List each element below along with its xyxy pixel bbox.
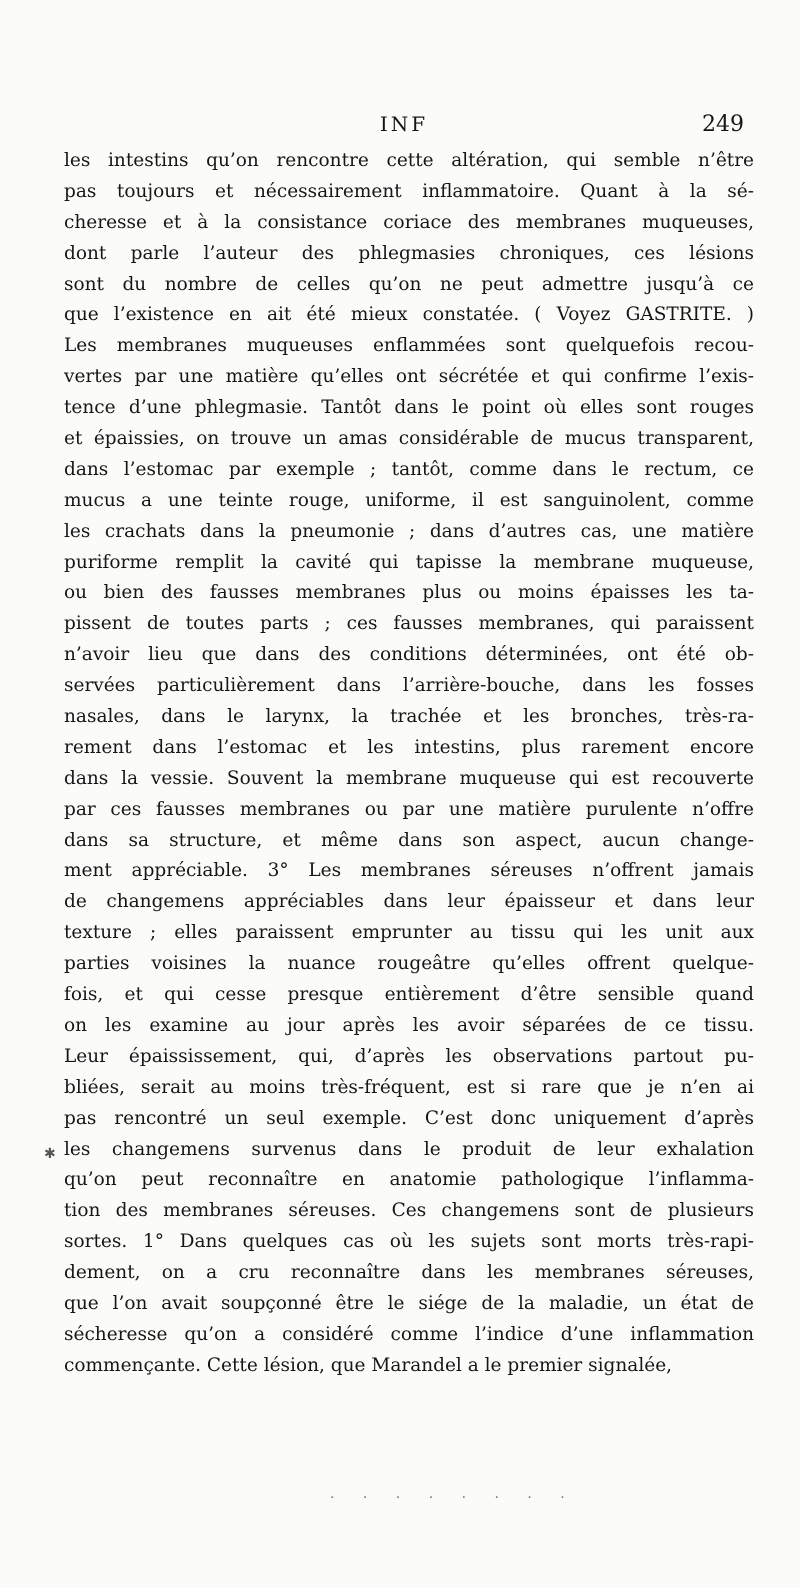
text-line: sortes. 1° Dans quelques cas où les sujets sont morts très-rapi- bbox=[64, 1231, 754, 1253]
text-line: dement, on a cru reconnaître dans les membranes séreuses, bbox=[64, 1262, 754, 1284]
running-head bbox=[64, 112, 744, 144]
text-line: servées particulièrement dans l’arrière-bouche, dans les fosses bbox=[64, 675, 754, 697]
page-number: 249 bbox=[702, 112, 744, 137]
text-line: commençante. Cette lésion, que Marandel a le premier signalée, bbox=[64, 1354, 673, 1376]
text-line: parties voisines la nuance rougeâtre qu’elles offrent quelque- bbox=[64, 953, 754, 975]
text-line: pas rencontré un seul exemple. C’est donc uniquement d’après bbox=[64, 1107, 754, 1129]
text-line: par ces fausses membranes ou par une matière purulente n’offre bbox=[64, 798, 754, 820]
text-line: sont du nombre de celles qu’on ne peut admettre jusqu’à ce bbox=[64, 273, 754, 295]
text-line: de changemens appréciables dans leur épaisseur et dans leur bbox=[64, 891, 754, 913]
text-line: dont parle l’auteur des phlegmasies chroniques, ces lésions bbox=[64, 242, 754, 264]
running-title: INF bbox=[379, 112, 429, 136]
text-line: qu’on peut reconnaître en anatomie pathologique l’inflamma- bbox=[64, 1169, 754, 1191]
text-line: vertes par une matière qu’elles ont sécrétée et qui confirme l’exis- bbox=[64, 366, 754, 388]
text-line: pissent de toutes parts ; ces fausses membranes, qui paraissent bbox=[64, 613, 754, 635]
text-line: les crachats dans la pneumonie ; dans d’autres cas, une matière bbox=[64, 520, 754, 542]
text-line: que l’existence en ait été mieux constatée. ( Voyez GASTRITE. ) bbox=[64, 304, 754, 326]
text-line: texture ; elles paraissent emprunter au tissu qui les unit aux bbox=[64, 922, 754, 944]
text-line: dans l’estomac par exemple ; tantôt, comme dans le rectum, ce bbox=[64, 458, 754, 480]
text-line: dans sa structure, et même dans son aspect, aucun change- bbox=[64, 829, 754, 851]
text-line: Leur épaississement, qui, d’après les observations partout pu- bbox=[64, 1045, 754, 1067]
text-line: n’avoir lieu que dans des conditions déterminées, ont été ob- bbox=[64, 644, 754, 666]
text-line: cheresse et à la consistance coriace des membranes muqueuses, bbox=[64, 211, 754, 233]
text-line: ou bien des fausses membranes plus ou moins épaisses les ta- bbox=[64, 582, 754, 604]
text-line: pas toujours et nécessairement inflammatoire. Quant à la sé- bbox=[64, 180, 754, 202]
text-line: puriforme remplit la cavité qui tapisse la membrane muqueuse, bbox=[64, 551, 754, 573]
text-line: tion des membranes séreuses. Ces changemens sont de plusieurs bbox=[64, 1200, 754, 1222]
text-line: on les examine au jour après les avoir séparées de ce tissu. bbox=[64, 1014, 754, 1036]
text-line: mucus a une teinte rouge, uniforme, il est sanguinolent, comme bbox=[64, 489, 754, 511]
text-line: dans la vessie. Souvent la membrane muqueuse qui est recouverte bbox=[64, 767, 754, 789]
text-line: les changemens survenus dans le produit de leur exhalation bbox=[64, 1138, 754, 1160]
text-line: tence d’une phlegmasie. Tantôt dans le point où elles sont rouges bbox=[64, 397, 754, 419]
text-line: rement dans l’estomac et les intestins, plus rarement encore bbox=[64, 736, 754, 758]
print-speck: ✱ bbox=[44, 1146, 56, 1162]
text-line: Les membranes muqueuses enflammées sont quelquefois recou- bbox=[64, 335, 754, 357]
text-line: les intestins qu’on rencontre cette altération, qui semble n’être bbox=[64, 150, 754, 171]
text-line: fois, et qui cesse presque entièrement d’être sensible quand bbox=[64, 984, 754, 1006]
body-text bbox=[64, 146, 754, 1382]
text-line: ment appréciable. 3° Les membranes séreuses n’offrent jamais bbox=[64, 860, 754, 882]
text-line: sécheresse qu’on a considéré comme l’indice d’une inflammation bbox=[64, 1323, 754, 1345]
bottom-specks: · · · · · · · · bbox=[330, 1490, 577, 1506]
text-line: et épaissies, on trouve un amas considérable de mucus transparent, bbox=[64, 428, 754, 450]
text-line: bliées, serait au moins très-fréquent, est si rare que je n’en ai bbox=[64, 1076, 754, 1098]
text-line: que l’on avait soupçonné être le siége de la maladie, un état de bbox=[64, 1292, 754, 1314]
text-line: nasales, dans le larynx, la trachée et les bronches, très-ra- bbox=[64, 706, 754, 728]
